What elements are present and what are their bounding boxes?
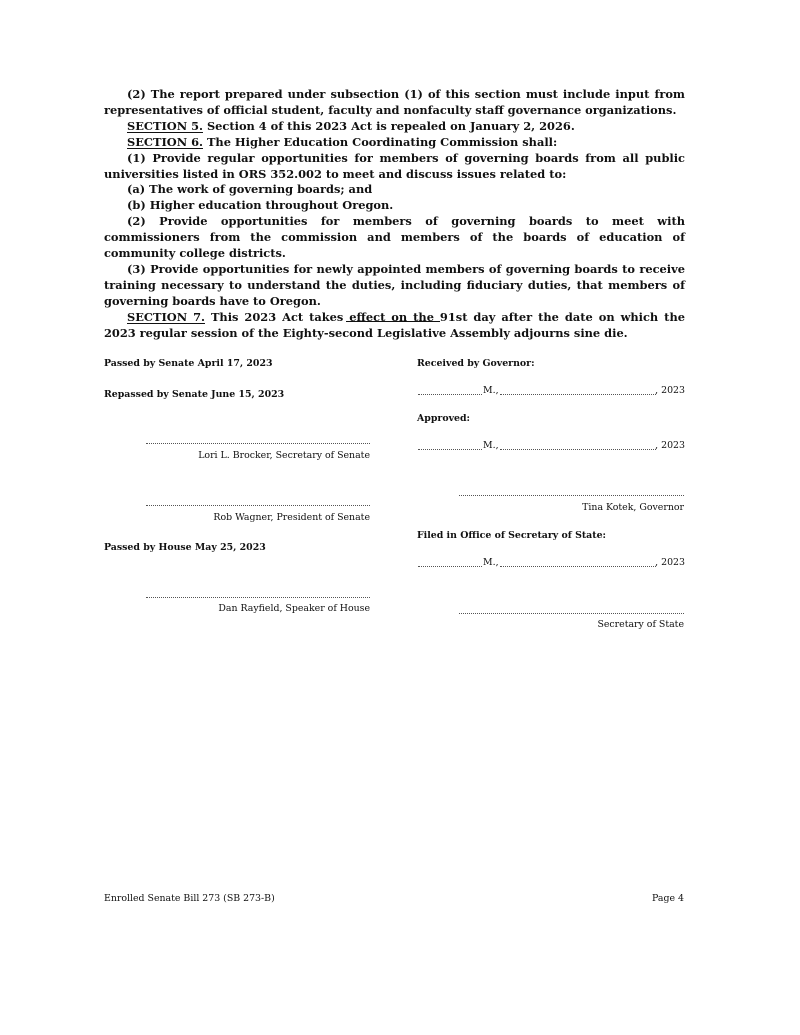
- approved-date-dots: [500, 449, 656, 450]
- section-5: [104, 119, 685, 135]
- section-7-text: This 2023 Act takes effect on the 91st day after the date on which the 2023 regular session of the Eighty-second Legislative Assembly adjourns sine die.: [104, 309, 685, 340]
- paragraph-report-input: (2) The report prepared under subsection (1) of this section must include input from representatives of official student, faculty and nonfaculty staff governance organizations.: [104, 87, 685, 117]
- section-6-item-a: (a) The work of governing boards; and: [127, 182, 373, 197]
- section-6: [104, 135, 685, 151]
- section-6-item-2: (2) Provide opportunities for members of governing boards to meet with commissioners from the commission and members of the boards of education of community college districts.: [104, 214, 685, 261]
- passed-by-house-label: Passed by House May 25, 2023: [104, 542, 266, 553]
- signature-line-governor: [459, 495, 684, 496]
- section-5-text: Section 4 of this 2023 Act is repealed on January 2, 2026.: [202, 118, 575, 133]
- section-5-heading: SECTION 5.: [127, 118, 203, 133]
- section-7-heading: SECTION 7.: [127, 309, 205, 324]
- approved-m-label: M.,: [483, 440, 499, 451]
- approved-time-dots: [418, 449, 482, 450]
- bill-text: [104, 87, 685, 342]
- footer-bill-id: Enrolled Senate Bill 273 (SB 273-B): [104, 893, 275, 904]
- end-of-text-rule: [346, 321, 440, 322]
- signature-name-secretary-of-state: Secretary of State: [597, 619, 684, 630]
- filed-date-dots: [500, 566, 656, 567]
- signature-name-president-senate: Rob Wagner, President of Senate: [213, 512, 370, 523]
- repassed-by-senate-label: Repassed by Senate June 15, 2023: [104, 389, 285, 400]
- section-6-item-1: (1) Provide regular opportunities for members of governing boards from all public universities listed in ORS 352.002 to meet and discuss issues related to:: [104, 150, 685, 181]
- section-6-item-3: (3) Provide opportunities for newly appointed members of governing boards to receive training necessary to understand the duties, including fiduciary duties, that members of governing boards have to Oregon.: [104, 261, 685, 308]
- received-date-dots: [500, 394, 656, 395]
- received-by-governor-label: Received by Governor:: [417, 358, 535, 369]
- approved-label: Approved:: [417, 413, 471, 424]
- section-6-text: The Higher Education Coordinating Commission shall:: [202, 134, 558, 149]
- passed-by-senate-label: Passed by Senate April 17, 2023: [104, 358, 273, 369]
- signature-line-president-senate: [146, 505, 370, 506]
- signature-name-governor: Tina Kotek, Governor: [582, 502, 684, 513]
- section-7: [104, 310, 685, 342]
- footer-page-number: Page 4: [652, 893, 684, 904]
- received-time-dots: [418, 394, 482, 395]
- filed-year: , 2023: [655, 557, 685, 568]
- filed-time-dots: [418, 566, 482, 567]
- approved-year: , 2023: [655, 440, 685, 451]
- section-6-heading: SECTION 6.: [127, 134, 203, 149]
- signature-line-speaker-house: [146, 597, 370, 598]
- filed-secretary-of-state-label: Filed in Office of Secretary of State:: [417, 530, 606, 541]
- signature-name-secretary-senate: Lori L. Brocker, Secretary of Senate: [198, 450, 370, 461]
- received-m-label: M.,: [483, 385, 499, 396]
- signature-line-secretary-senate: [146, 443, 370, 444]
- received-year: , 2023: [655, 385, 685, 396]
- section-6-item-b: (b) Higher education throughout Oregon.: [127, 198, 394, 213]
- signature-name-speaker-house: Dan Rayfield, Speaker of House: [218, 603, 370, 614]
- signature-line-secretary-of-state: [459, 613, 684, 614]
- filed-m-label: M.,: [483, 557, 499, 568]
